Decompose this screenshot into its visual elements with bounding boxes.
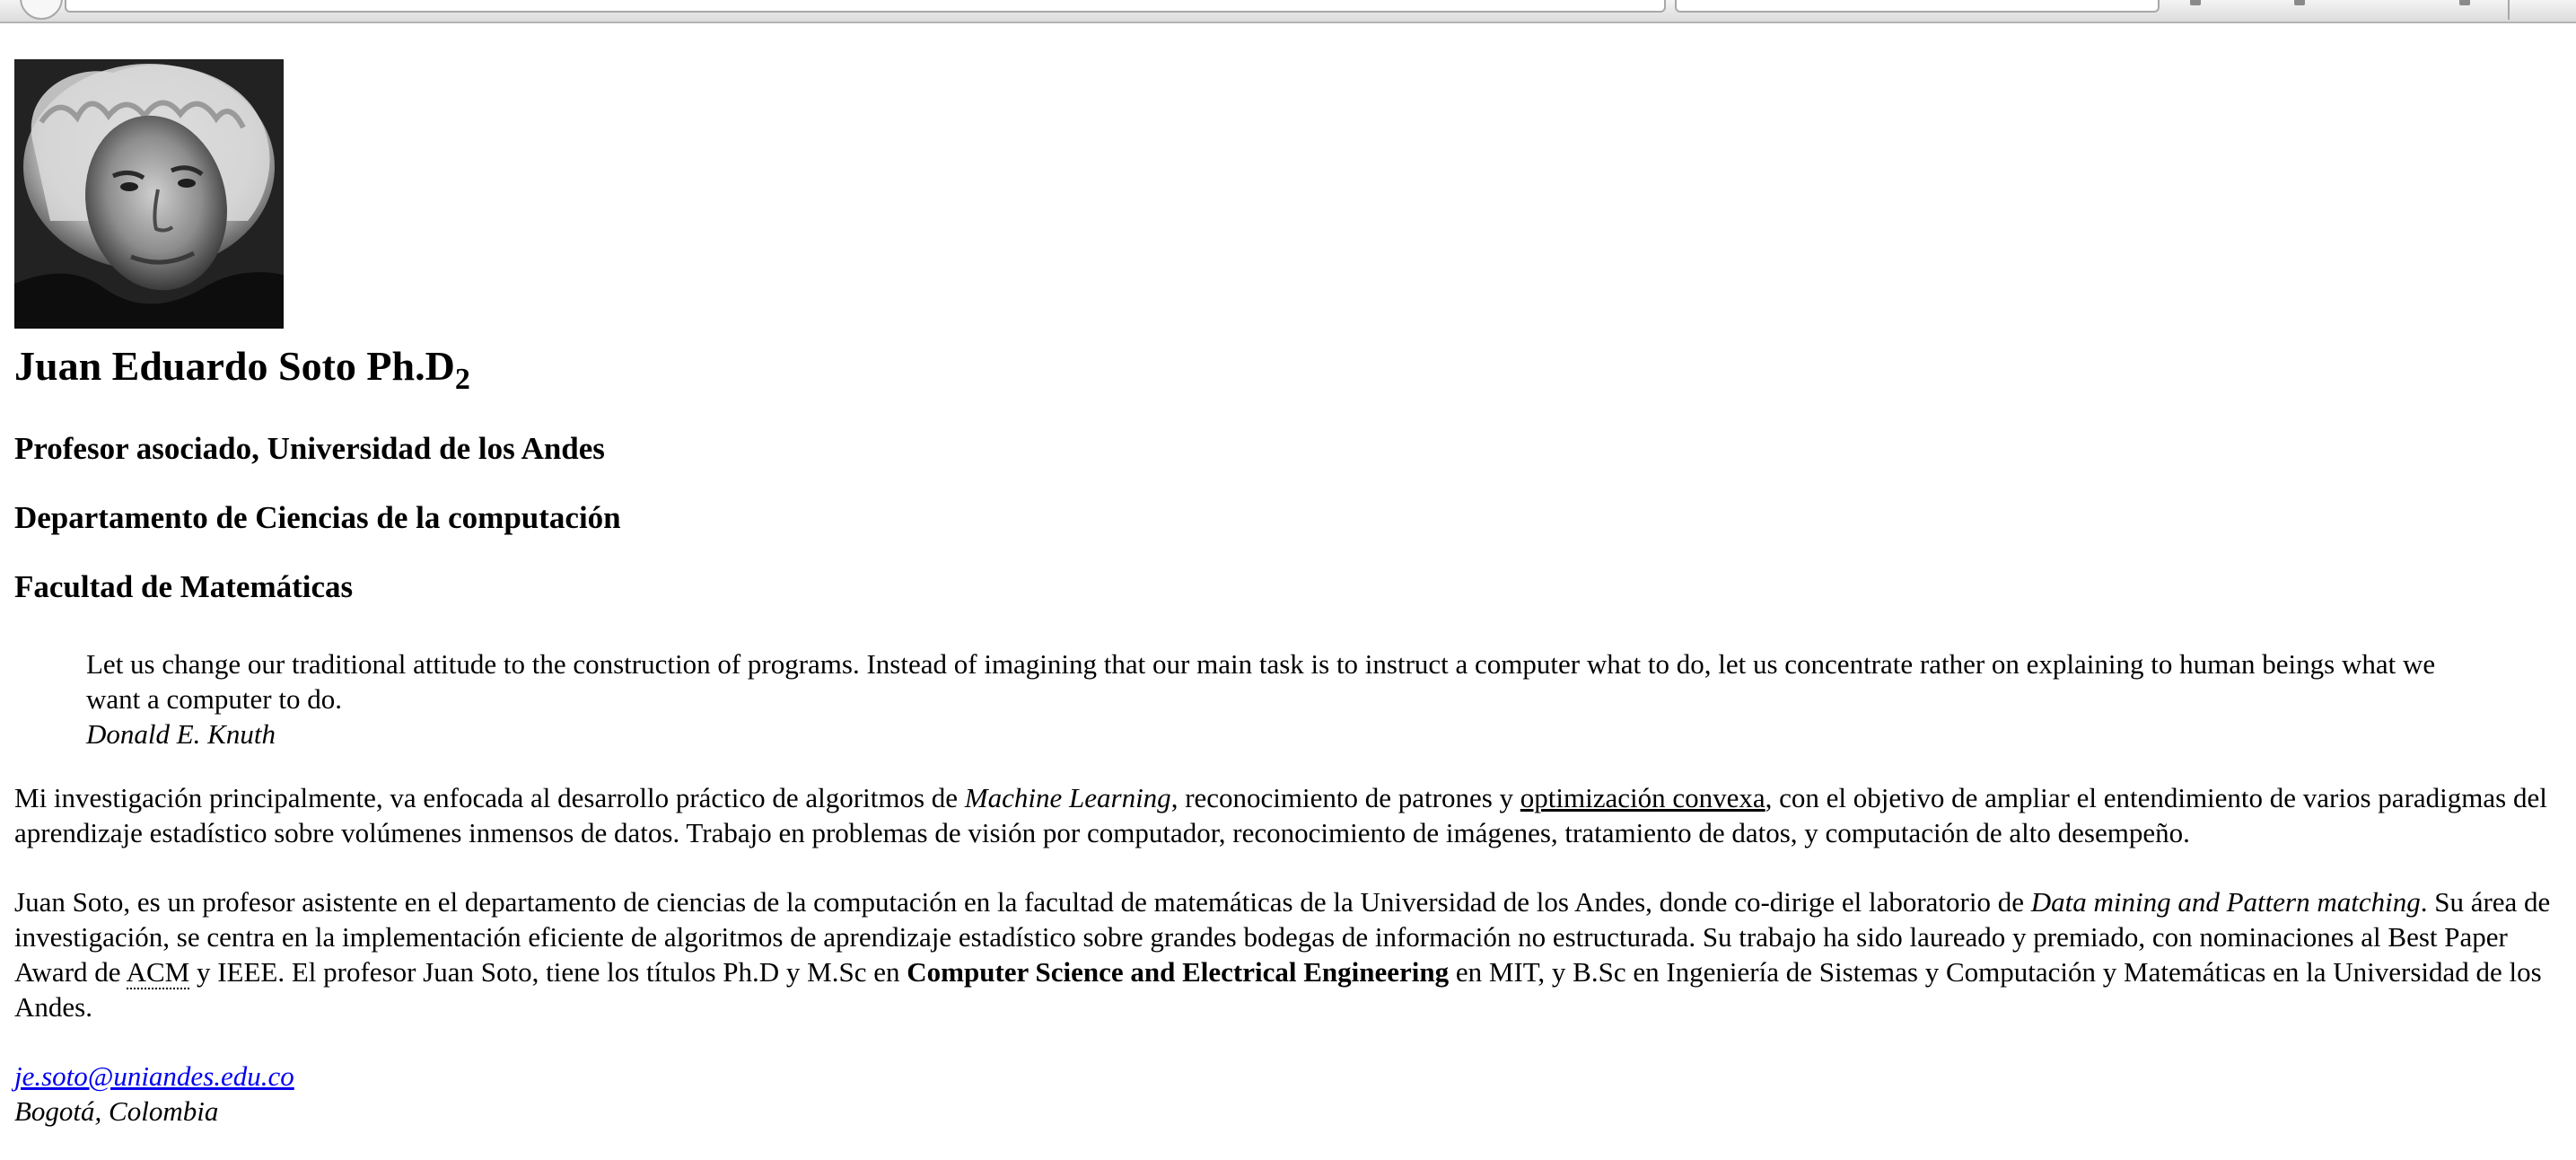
quote-author: Donald E. Knuth xyxy=(86,718,276,750)
bio-paragraph: Juan Soto, es un profesor asistente en el departamento de ciencias de la computación en la facultad de matemáticas de la Universidad de los Andes, donde co-dirige el laboratorio de Data mining and Pattern matching. Su área de investigación, se centra en la implementación eficiente de algoritmos de aprendizaje estadístico sobre grandes bodegas de información no estructurada. Su trabajo ha sido laureado y premiado, con nominaciones al Best Paper Award de ACM y IEEE. El profesor Juan Soto, tiene los títulos Ph.D y M.Sc en Computer Science and Electrical Engineering en MIT, y B.Sc en Ingeniería de Sistemas y Computación y Matemáticas en la Universidad de los Andes. xyxy=(14,886,2551,1023)
page-content xyxy=(14,59,2558,1129)
browser-search-field[interactable] xyxy=(1675,0,2160,13)
name-subscript: 2 xyxy=(454,363,470,396)
quote-block xyxy=(86,646,2492,751)
contact-block xyxy=(14,1059,2558,1129)
toolbar-icon[interactable] xyxy=(2294,0,2305,5)
convex-optimization-link[interactable]: optimización convexa xyxy=(1520,782,1766,813)
profile-faculty: Facultad de Matemáticas xyxy=(14,569,354,604)
profile-name: Juan Eduardo Soto $Ph.D_2$ xyxy=(14,343,470,396)
quote-text: Let us change our traditional attitude to the construction of programs. Instead of imagining that our main task is to instruct a computer what to do, let us concentrate rather on explaining to human beings what we want a computer to do. xyxy=(86,648,2436,715)
portrait-image xyxy=(14,59,284,329)
browser-toolbar xyxy=(0,0,2576,23)
address-bar[interactable] xyxy=(65,0,1666,13)
profile-department: Departamento de Ciencias de la computación xyxy=(14,500,621,535)
acm-abbreviation[interactable]: ACM xyxy=(126,956,190,988)
toolbar-separator xyxy=(2508,0,2510,20)
toolbar-icon[interactable] xyxy=(2459,0,2470,5)
location-text: Bogotá, Colombia xyxy=(14,1095,219,1127)
machine-learning-term: Machine Learning xyxy=(964,782,1171,813)
research-paragraph: Mi investigación principalmente, va enfocada al desarrollo práctico de algoritmos de Machine Learning, reconocimiento de patrones y optimización convexa, con el objetivo de ampliar el entendimiento de varios paradigmas del aprendizaje estadístico sobre volúmenes inmensos de datos. Trabajo en problemas de visión por computador, reconocimiento de imágenes, tratamiento de datos, y computación de alto desempeño. xyxy=(14,782,2547,848)
degree-field: Computer Science and Electrical Engineering xyxy=(907,956,1450,988)
profile-title: Profesor asociado, Universidad de los Andes xyxy=(14,431,605,466)
lab-name: Data mining and Pattern matching xyxy=(2030,886,2421,918)
toolbar-icon[interactable] xyxy=(2190,0,2201,5)
profile-photo xyxy=(14,59,284,329)
email-link[interactable]: je.soto@uniandes.edu.co xyxy=(14,1060,294,1092)
back-button[interactable] xyxy=(20,0,63,20)
